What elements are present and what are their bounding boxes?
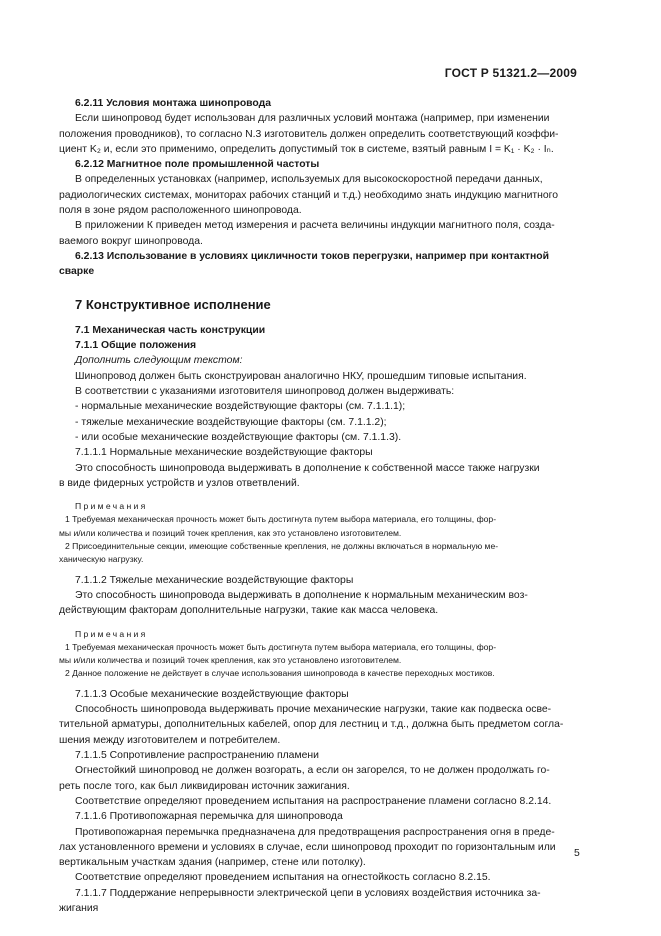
paragraph-continuation: поля в зоне рядом расположенного шинопровода. (59, 205, 302, 217)
paragraph-continuation: циент K₂ и, если это применимо, определить допустимый ток в системе, взятый равным I = K₁ · K₂ · Iₙ. (59, 143, 554, 155)
paragraph-line: Это способность шинопровода выдерживать в дополнение к собственной массе также нагрузки (75, 462, 540, 474)
paragraph-line: В приложении К приведен метод измерения и расчета величины индукции магнитного поля, созда- (75, 220, 555, 232)
paragraph-continuation: вертикальным участкам здания (например, стене или потолку). (59, 857, 366, 869)
italic-instruction: Дополнить следующим текстом: (75, 355, 243, 367)
notes-heading: Примечания (75, 628, 148, 639)
paragraph-line: 7.1.1.3 Особые механические воздействующие факторы (75, 688, 349, 700)
section-heading: 6.2.13 Использование в условиях цикличности токов перегрузки, например при контактной (75, 250, 550, 262)
paragraph-line: Это способность шинопровода выдерживать в дополнение к нормальным механическим воз- (75, 590, 528, 602)
note-item: 1 Требуемая механическая прочность может быть достигнута путем выбора материала, его толщины, фор- (65, 514, 497, 525)
paragraph-line: Огнестойкий шинопровод не должен возгорать, а если он загорелся, то не должен продолжать го- (75, 765, 550, 777)
note-continuation: ханическую нагрузку. (59, 554, 144, 565)
note-item: 2 Присоединительные секции, имеющие собственные крепления, не должны включаться в нормальную ме- (65, 540, 499, 551)
paragraph-line: Противопожарная перемычка предназначена для предотвращения распространения огня в преде- (75, 826, 555, 838)
note-item: 1 Требуемая механическая прочность может быть достигнута путем выбора материала, его толщины, фор- (65, 641, 497, 652)
paragraph-line: - или особые механические воздействующие факторы (см. 7.1.1.3). (75, 431, 402, 443)
note-continuation: мы и/или количества и позиций точек крепления, как это установлено изготовителем. (59, 655, 402, 666)
paragraph-line: - тяжелые механические воздействующие факторы (см. 7.1.1.2); (75, 416, 387, 428)
note-continuation: мы и/или количества и позиций точек крепления, как это установлено изготовителем. (59, 527, 402, 538)
paragraph-line: 7.1.1.6 Противопожарная перемычка для шинопровода (75, 811, 343, 823)
paragraph-line: Шинопровод должен быть сконструирован аналогично НКУ, прошедшим типовые испытания. (75, 370, 527, 382)
section-heading: 7.1.1 Общие положения (75, 340, 197, 352)
paragraph-continuation: радиологических системах, мониторах рабочих станций и т.д.) необходимо знать индукцию магнитного (59, 189, 558, 201)
paragraph-line: Если шинопровод будет использован для различных условий монтажа (например, при изменении (75, 113, 550, 125)
paragraph-continuation: положения проводников), то согласно N.3 изготовитель должен определить соответствующий коэффи- (59, 128, 559, 140)
paragraph-line: Способность шинопровода выдерживать прочие механические нагрузки, такие как подвеска осве- (75, 704, 552, 716)
paragraph-continuation: действующим факторам дополнительные нагрузки, такие как масса человека. (59, 605, 439, 617)
paragraph-continuation: лах установленного времени и условиях в случае, если шинопровод проходит по горизонтальным или (59, 841, 556, 853)
paragraph-continuation: в виде фидерных устройств и узлов ответвлений. (59, 477, 300, 489)
paragraph-line: Соответствие определяют проведением испытания на распространение пламени согласно 8.2.14. (75, 795, 552, 807)
note-item: 2 Данное положение не действует в случае использования шинопровода в качестве переходных мостиков. (65, 668, 495, 679)
paragraph-continuation: ваемого вокруг шинопровода. (59, 235, 203, 247)
section-heading: 6.2.12 Магнитное поле промышленной частоты (75, 159, 320, 171)
paragraph-continuation: реть после того, как был ликвидирован источник зажигания. (59, 780, 350, 792)
paragraph-continuation: жигания (59, 903, 99, 915)
section-heading-continuation: сварке (59, 266, 95, 278)
notes-heading: Примечания (75, 501, 148, 512)
paragraph-line: Соответствие определяют проведением испытания на огнестойкость согласно 8.2.15. (75, 872, 491, 884)
paragraph-line: 7.1.1.1 Нормальные механические воздействующие факторы (75, 447, 373, 459)
paragraph-line: 7.1.1.2 Тяжелые механические воздействующие факторы (75, 574, 354, 586)
paragraph-continuation: тительной арматуры, дополнительных кабелей, опор для лестниц и т.д., должна быть предметом согла- (59, 719, 564, 731)
document-body (59, 96, 580, 916)
page-number: 5 (574, 848, 580, 859)
paragraph-line: 7.1.1.5 Сопротивление распространению пламени (75, 750, 319, 762)
paragraph-line: - нормальные механические воздействующие факторы (см. 7.1.1.1); (75, 401, 406, 413)
paragraph-line: В определенных установках (например, используемых для высокоскоростной передачи данных, (75, 174, 543, 186)
document-header: ГОСТ Р 51321.2—2009 (444, 66, 577, 80)
paragraph-line: 7.1.1.7 Поддержание непрерывности электрической цепи в условиях воздействия источника за- (75, 887, 541, 899)
chapter-heading: 7 Конструктивное исполнение (75, 296, 271, 312)
section-heading: 7.1 Механическая часть конструкции (75, 324, 266, 336)
paragraph-continuation: шения между изготовителем и потребителем. (59, 734, 281, 746)
section-heading: 6.2.11 Условия монтажа шинопровода (75, 98, 272, 109)
paragraph-line: В соответствии с указаниями изготовителя шинопровод должен выдерживать: (75, 386, 455, 398)
